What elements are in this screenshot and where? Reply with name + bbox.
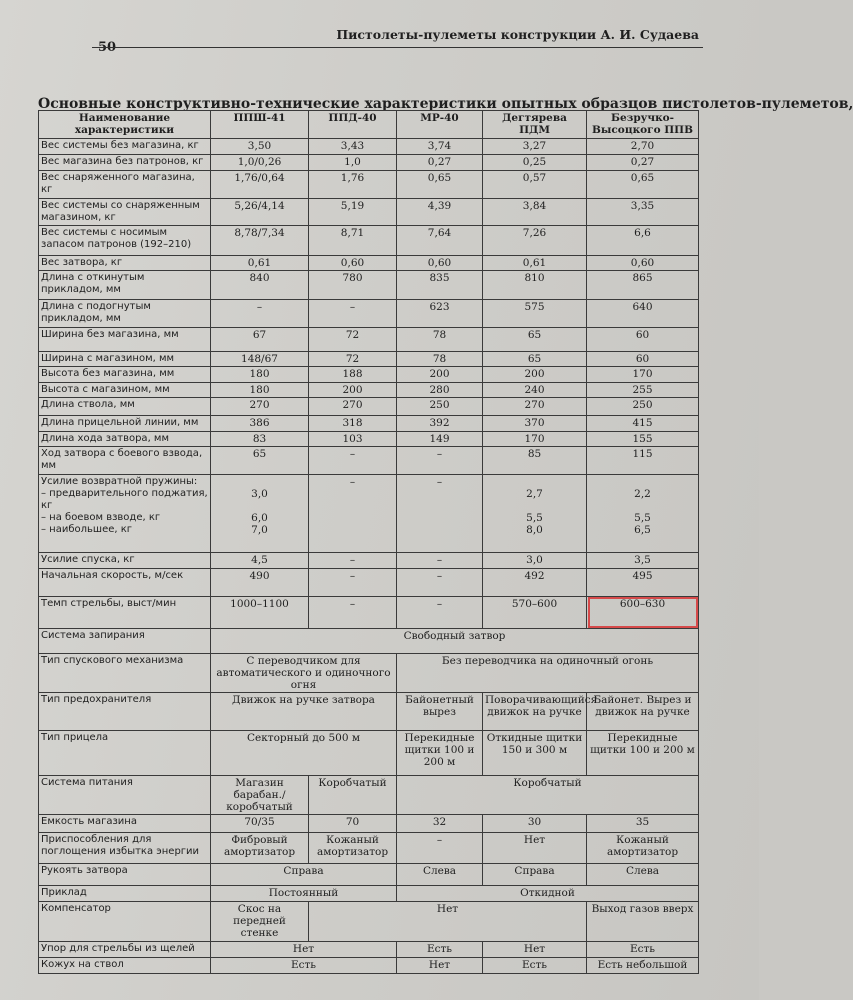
table-row-trigger-type [39,653,699,692]
cell: – [309,553,397,568]
cell: Магазин барабан./коробчатый [211,775,309,814]
cell: 7,64 [397,225,483,255]
cell: 78 [397,327,483,351]
header-ppd40: ППД-40 [309,111,397,139]
cell: 60 [587,327,699,351]
row-label: Ход затвора с боевого взвода, мм [39,447,211,474]
cell: 180 [211,367,309,382]
row-label: Длина с откинутым прикладом, мм [39,271,211,299]
cell: – [397,553,483,568]
cell: 318 [309,415,397,431]
row-label: Длина хода затвора, мм [39,432,211,447]
row-label: Вес системы со снаряженным магазином, кг [39,198,211,225]
cell: – [397,833,483,863]
cell: 1,0/0,26 [211,155,309,171]
cell: Слева [587,863,699,885]
row-label: Приклад [39,885,211,901]
cell: Коробчатый [397,775,699,814]
cell: 3,5 [587,553,699,568]
table-row-feed [39,775,699,814]
row-label: Вес снаряженного магазина, кг [39,171,211,198]
cell: 370 [483,415,587,431]
cell: 0,60 [587,256,699,271]
cell: 0,61 [211,256,309,271]
table-row [39,382,699,397]
table-row-buffer [39,833,699,863]
cell: 115 [587,447,699,474]
row-label: Длина прицельной линии, мм [39,415,211,431]
row-label: Вес затвора, кг [39,256,211,271]
specs-table [38,110,699,974]
cell: Свободный затвор [211,629,699,653]
cell: Фибровый амортизатор [211,833,309,863]
cell: Есть [587,941,699,957]
table-row [39,415,699,431]
cell: 0,25 [483,155,587,171]
cell: 492 [483,568,587,596]
cell: Перекидные щитки 100 и 200 м [587,731,699,775]
table-row [39,447,699,474]
cell: 180 [211,382,309,397]
header-rule [92,47,703,48]
cell: 0,65 [397,171,483,198]
cell: 810 [483,271,587,299]
cell: 65 [211,447,309,474]
cell: 60 [587,352,699,367]
row-label: Ширина с магазином, мм [39,352,211,367]
cell: 8,78/7,34 [211,225,309,255]
cell: 149 [397,432,483,447]
page-number: 50 [98,40,117,55]
cell: Поворачивающийся движок на ручке [483,692,587,730]
header-ppsh41: ППШ-41 [211,111,309,139]
cell: 0,60 [397,256,483,271]
running-title: Пистолеты-пулеметы конструкции А. И. Судаева [336,27,699,42]
cell: 170 [483,432,587,447]
table-row-velocity [39,568,699,596]
cell: 85 [483,447,587,474]
cell: 70/35 [211,815,309,833]
header-mp40: МР-40 [397,111,483,139]
cell: 835 [397,271,483,299]
table-row-compensator [39,902,699,941]
cell: С переводчиком для автоматического и одиночного огня [211,653,397,692]
cell: Движок на ручке затвора [211,692,397,730]
cell: 170 [587,367,699,382]
row-label: Тип спускового механизма [39,653,211,692]
cell: Откидные щитки 150 и 300 м [483,731,587,775]
row-label: Высота с магазином, мм [39,382,211,397]
cell: 7,26 [483,225,587,255]
row-label: Длина ствола, мм [39,397,211,415]
cell: Нет [483,833,587,863]
table-row-locking [39,629,699,653]
cell: 392 [397,415,483,431]
table-row-capacity [39,815,699,833]
cell: 570–600 [483,596,587,628]
table-row-safety [39,692,699,730]
table-row [39,225,699,255]
table-row-stock [39,885,699,901]
row-label: Упор для стрельбы из щелей [39,941,211,957]
cell: Постоянный [211,885,397,901]
cell: Нет [211,941,397,957]
cell: 240 [483,382,587,397]
cell: 865 [587,271,699,299]
cell: – [309,596,397,628]
table-row [39,352,699,367]
cell: 155 [587,432,699,447]
cell: 640 [587,299,699,327]
cell: Справа [483,863,587,885]
table-row [39,171,699,198]
row-label: Компенсатор [39,902,211,941]
cell: 623 [397,299,483,327]
row-label: Вес системы с носимым запасом патронов (192–210) [39,225,211,255]
cell: Байонет. Вырез и движок на ручке [587,692,699,730]
cell: 780 [309,271,397,299]
row-label: Тип прицела [39,731,211,775]
cell: 270 [211,397,309,415]
cell: 3,50 [211,139,309,155]
cell: 3,43 [309,139,397,155]
cell: 148/67 [211,352,309,367]
row-label: Система питания [39,775,211,814]
cell: Откидной [397,885,699,901]
table-row [39,256,699,271]
cell: 0,61 [483,256,587,271]
cell: 72 [309,327,397,351]
cell: 67 [211,327,309,351]
row-label: Приспособления для поглощения избытка энергии [39,833,211,863]
cell: 103 [309,432,397,447]
cell: 1,0 [309,155,397,171]
cell: 0,27 [587,155,699,171]
cell: 1000–1100 [211,596,309,628]
cell: Байонетный вырез [397,692,483,730]
cell: 575 [483,299,587,327]
cell: Кожаный амортизатор [587,833,699,863]
spring-pdm: 2,7 5,5 8,0 [483,474,587,553]
spring-mp40: – [397,474,483,553]
table-row-handle [39,863,699,885]
table-row [39,139,699,155]
cell: 30 [483,815,587,833]
table-row-sight [39,731,699,775]
row-label: Кожух на ствол [39,957,211,973]
cell: 3,74 [397,139,483,155]
cell: 0,65 [587,171,699,198]
cell: 270 [483,397,587,415]
cell: 255 [587,382,699,397]
cell: Слева [397,863,483,885]
highlighted-cell: 600–630 [587,596,699,628]
cell: Есть небольшой [587,957,699,973]
cell: Есть [483,957,587,973]
table-row [39,299,699,327]
cell: Выход газов вверх [587,902,699,941]
cell: 270 [309,397,397,415]
cell: Секторный до 500 м [211,731,397,775]
table-header-row [39,111,699,139]
cell: 35 [587,815,699,833]
cell: Нет [309,902,587,941]
table-row [39,432,699,447]
cell: 0,60 [309,256,397,271]
cell: 4,39 [397,198,483,225]
table-row-firing-port [39,941,699,957]
cell: 70 [309,815,397,833]
row-label: Начальная скорость, м/сек [39,568,211,596]
row-label: Длина с подогнутым прикладом, мм [39,299,211,327]
cell: 3,84 [483,198,587,225]
cell: 72 [309,352,397,367]
spring-ppsh41: 3,0 6,0 7,0 [211,474,309,553]
row-label: Ширина без магазина, мм [39,327,211,351]
cell: 1,76/0,64 [211,171,309,198]
cell: 840 [211,271,309,299]
row-label: Вес магазина без патронов, кг [39,155,211,171]
cell: Перекидные щитки 100 и 200 м [397,731,483,775]
table-row [39,271,699,299]
cell: 2,70 [587,139,699,155]
spring-ppd40: – [309,474,397,553]
row-label: Высота без магазина, мм [39,367,211,382]
cell: 5,19 [309,198,397,225]
table-row-rate [39,596,699,628]
spring-ppv: 2,2 5,5 6,5 [587,474,699,553]
cell: Скос на передней стенке [211,902,309,941]
cell: Без переводчика на одиночный огонь [397,653,699,692]
cell: Нет [483,941,587,957]
row-label: Рукоять затвора [39,863,211,885]
numeric-rows [39,139,699,475]
cell: 200 [483,367,587,382]
cell: Справа [211,863,397,885]
cell: 495 [587,568,699,596]
cell: 3,35 [587,198,699,225]
cell: 250 [587,397,699,415]
cell: Коробчатый [309,775,397,814]
row-label: Вес системы без магазина, кг [39,139,211,155]
cell: 0,57 [483,171,587,198]
cell: 32 [397,815,483,833]
header-name: Наименование характеристики [39,111,211,139]
row-label: Тип предохранителя [39,692,211,730]
cell: 386 [211,415,309,431]
table-row [39,327,699,351]
cell: 5,26/4,14 [211,198,309,225]
table-row [39,397,699,415]
cell: 0,27 [397,155,483,171]
table-row-trigger-force [39,553,699,568]
cell: 83 [211,432,309,447]
table-row [39,198,699,225]
table-row [39,155,699,171]
cell: 65 [483,352,587,367]
cell: 1,76 [309,171,397,198]
cell: – [309,447,397,474]
table-title: Основные конструктивно-технические характеристики опытных образцов пистолетов-пулеметов, [38,96,853,112]
cell: Нет [397,957,483,973]
row-label: Емкость магазина [39,815,211,833]
cell: 4,5 [211,553,309,568]
cell: 78 [397,352,483,367]
cell: 280 [397,382,483,397]
row-label: Усилие спуска, кг [39,553,211,568]
cell: 250 [397,397,483,415]
cell: – [397,596,483,628]
cell: Кожаный амортизатор [309,833,397,863]
table-row [39,367,699,382]
row-label: Система запирания [39,629,211,653]
table-row-spring [39,474,699,553]
cell: – [397,568,483,596]
cell: 200 [397,367,483,382]
table-row-shroud [39,957,699,973]
cell: Есть [211,957,397,973]
cell: 188 [309,367,397,382]
cell: 200 [309,382,397,397]
row-label-spring: Усилие возвратной пружины: – предварительного поджатия, кг – на боевом взводе, кг – наибольшее, кг [39,474,211,553]
cell: – [309,299,397,327]
cell: 415 [587,415,699,431]
cell: 490 [211,568,309,596]
cell: – [397,447,483,474]
cell: 6,6 [587,225,699,255]
row-label: Темп стрельбы, выст/мин [39,596,211,628]
cell: 3,0 [483,553,587,568]
header-ppv: Безручко-Высоцкого ППВ [587,111,699,139]
cell: – [211,299,309,327]
header-pdm: Дегтярева ПДМ [483,111,587,139]
cell: 65 [483,327,587,351]
cell: 3,27 [483,139,587,155]
cell: 8,71 [309,225,397,255]
cell: – [309,568,397,596]
cell: Есть [397,941,483,957]
